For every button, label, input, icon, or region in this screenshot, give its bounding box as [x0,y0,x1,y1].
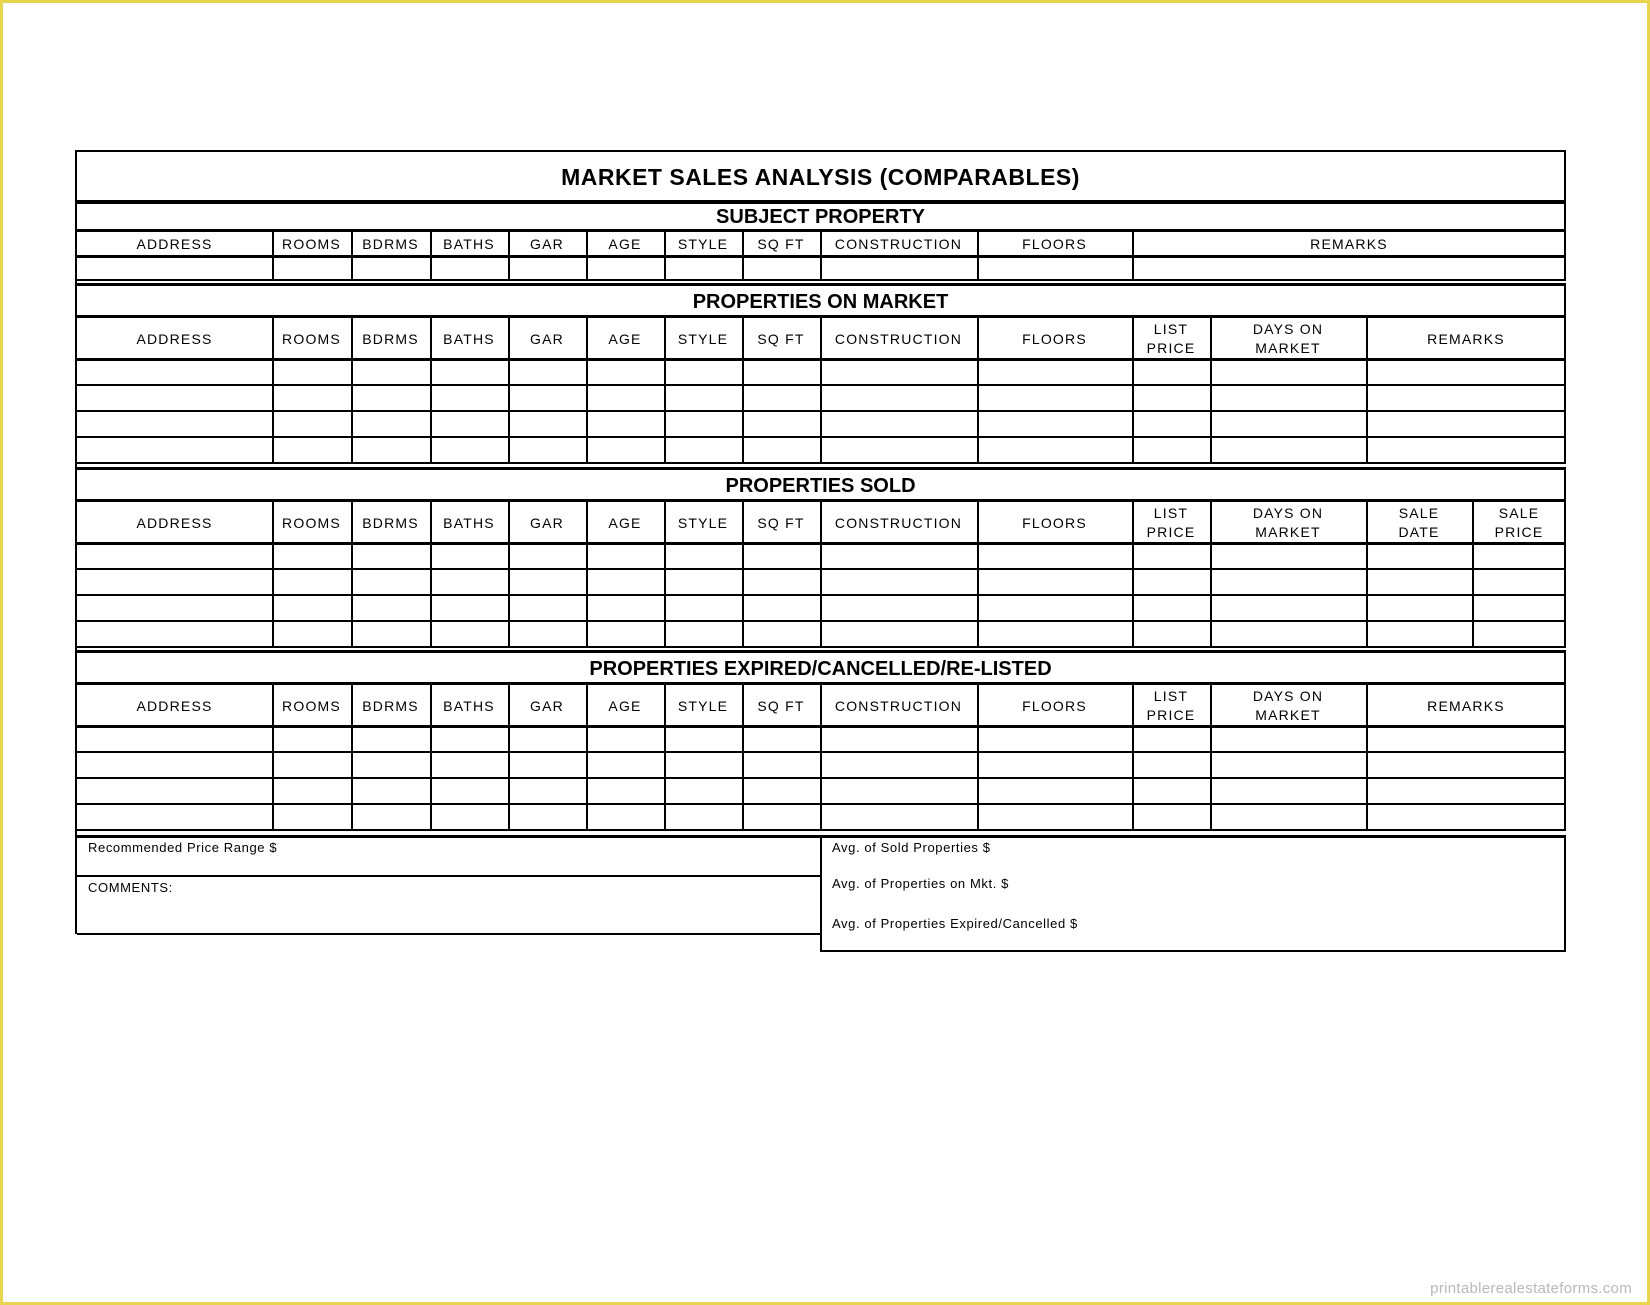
column-divider-sold [508,502,510,648]
form-title: MARKET SALES ANALYSIS (COMPARABLES) [77,152,1566,202]
form-cell-market[interactable] [1134,386,1210,410]
column-divider-expired [586,685,588,831]
col-header-market-list-price: LIST PRICE [1146,321,1196,356]
col-header-market-bdrms: BDRMS [362,330,419,347]
form-cell-expired[interactable] [666,727,742,751]
form-cell-sold[interactable] [79,596,272,620]
form-cell-subject[interactable] [274,257,351,279]
col-header-subject-gar: GAR [530,236,564,252]
form-cell-sold[interactable] [1368,570,1472,594]
column-divider-market [430,318,432,464]
form-cell-sold[interactable] [1474,544,1566,568]
form-cell-sold[interactable] [588,622,664,646]
form-cell-market[interactable] [666,412,742,436]
col-header-expired-sq-ft: SQ FT [757,697,805,714]
form-cell-sold[interactable] [822,544,977,568]
col-header-subject-baths: BATHS [443,236,495,252]
form-cell-market[interactable] [979,360,1132,384]
form-cell-sold[interactable] [510,622,586,646]
column-divider-market [508,318,510,464]
column-divider-market [820,318,822,464]
column-divider-expired [1132,685,1134,831]
column-divider-subject [820,232,822,281]
form-cell-expired[interactable] [432,753,508,777]
form-cell-expired[interactable] [666,779,742,803]
col-header-expired-address: ADDRESS [136,697,213,714]
form-cell-expired[interactable] [1134,779,1210,803]
col-header-sold-gar: GAR [530,514,564,531]
form-cell-subject[interactable] [588,257,664,279]
form-cell-sold[interactable] [353,596,430,620]
col-header-sold-sq-ft: SQ FT [757,514,805,531]
right-border-market [1564,286,1566,464]
col-header-subject-sq-ft: SQ FT [757,236,805,252]
recommended-price-range-label: Recommended Price Range $ [88,840,278,855]
column-divider-subject [664,232,666,281]
column-divider-expired [430,685,432,831]
col-header-sold-bdrms: BDRMS [362,514,419,531]
watermark: printablerealestateforms.com [1430,1280,1632,1297]
column-divider-market [272,318,274,464]
form-cell-sold[interactable] [979,596,1132,620]
form-cell-market[interactable] [1134,412,1210,436]
col-header-market-rooms: ROOMS [282,330,341,347]
col-header-market-construction: CONSTRUCTION [834,330,963,347]
col-header-expired-style: STYLE [677,697,729,714]
col-header-market-floors: FLOORS [1022,330,1087,347]
form-cell-sold[interactable] [666,596,742,620]
form-cell-sold[interactable] [79,544,272,568]
col-header-sold-construction: CONSTRUCTION [834,514,963,531]
form-cell-expired[interactable] [822,727,977,751]
form-cell-market[interactable] [1134,360,1210,384]
form-cell-sold[interactable] [1134,622,1210,646]
right-border-expired [1564,653,1566,831]
form-cell-expired[interactable] [979,753,1132,777]
column-divider-market [586,318,588,464]
form-cell-expired[interactable] [979,805,1132,829]
col-header-expired-days-on-market: DAYS ON MARKET [1252,688,1324,723]
column-divider-market [1132,318,1134,464]
col-header-expired-construction: CONSTRUCTION [834,697,963,714]
form-cell-sold[interactable] [822,570,977,594]
form-cell-market[interactable] [666,360,742,384]
form-cell-sold[interactable] [588,596,664,620]
form-cell-expired[interactable] [744,753,820,777]
form-cell-sold[interactable] [353,622,430,646]
form-cell-market[interactable] [1212,386,1366,410]
form-cell-market[interactable] [274,438,351,462]
section-top-line-subject [77,202,1566,204]
section-title-market: PROPERTIES ON MARKET [77,286,1566,318]
form-cell-sold[interactable] [666,622,742,646]
form-cell-sold[interactable] [432,622,508,646]
form-cell-market[interactable] [510,412,586,436]
form-cell-expired[interactable] [1212,727,1366,751]
column-divider-subject [351,232,353,281]
column-divider-sold [820,502,822,648]
form-cell-sold[interactable] [1134,596,1210,620]
form-cell-expired[interactable] [822,753,977,777]
column-divider-market [351,318,353,464]
form-cell-subject[interactable] [822,257,977,279]
col-header-sold-sale-price: SALE PRICE [1494,505,1544,540]
form-cell-expired[interactable] [666,753,742,777]
form-cell-expired[interactable] [588,753,664,777]
form-cell-market[interactable] [510,438,586,462]
form-cell-market[interactable] [979,412,1132,436]
col-header-subject-remarks: REMARKS [1310,236,1388,252]
form-cell-expired[interactable] [432,727,508,751]
form-cell-sold[interactable] [588,570,664,594]
form-cell-sold[interactable] [1134,544,1210,568]
form-cell-market[interactable] [588,386,664,410]
comments-field[interactable] [79,878,820,933]
form-cell-sold[interactable] [274,596,351,620]
form-cell-market[interactable] [432,360,508,384]
column-divider-market [1366,318,1368,464]
column-divider-subject [272,232,274,281]
form-cell-expired[interactable] [510,805,586,829]
form-cell-market[interactable] [822,438,977,462]
form-cell-sold[interactable] [979,622,1132,646]
form-cell-sold[interactable] [744,622,820,646]
form-cell-market[interactable] [510,360,586,384]
column-divider-market [1210,318,1212,464]
form-cell-expired[interactable] [588,805,664,829]
form-cell-market[interactable] [588,412,664,436]
form-cell-expired[interactable] [979,779,1132,803]
form-cell-expired[interactable] [274,779,351,803]
form-cell-market[interactable] [353,360,430,384]
form-cell-expired[interactable] [510,727,586,751]
form-cell-expired[interactable] [666,805,742,829]
form-cell-expired[interactable] [744,727,820,751]
form-cell-market[interactable] [432,386,508,410]
column-divider-sold [742,502,744,648]
form-cell-sold[interactable] [510,570,586,594]
form-cell-market[interactable] [1212,412,1366,436]
form-cell-expired[interactable] [744,805,820,829]
form-cell-expired[interactable] [1368,753,1566,777]
column-divider-sold [1210,502,1212,648]
form-cell-market[interactable] [1368,386,1566,410]
form-cell-market[interactable] [353,386,430,410]
form-cell-expired[interactable] [1368,779,1566,803]
form-cell-sold[interactable] [274,622,351,646]
form-cell-expired[interactable] [1368,727,1566,751]
recommended-bottom-line [77,875,822,877]
form-cell-subject[interactable] [353,257,430,279]
form-cell-sold[interactable] [432,596,508,620]
col-header-sold-age: AGE [608,514,642,531]
form-cell-expired[interactable] [588,779,664,803]
form-cell-sold[interactable] [274,570,351,594]
column-divider-subject [1132,232,1134,281]
form-cell-sold[interactable] [1474,570,1566,594]
form-cell-market[interactable] [79,438,272,462]
form-cell-expired[interactable] [1212,779,1366,803]
col-header-market-remarks: REMARKS [1427,330,1505,347]
form-cell-market[interactable] [666,386,742,410]
form-cell-market[interactable] [979,438,1132,462]
form-cell-expired[interactable] [979,727,1132,751]
comments-bottom-line [77,933,822,935]
col-header-sold-address: ADDRESS [136,514,213,531]
form-cell-market[interactable] [1368,438,1566,462]
form-cell-expired[interactable] [353,753,430,777]
col-header-subject-floors: FLOORS [1022,236,1087,252]
form-cell-sold[interactable] [1212,570,1366,594]
form-cell-market[interactable] [510,386,586,410]
column-divider-sold [351,502,353,648]
col-header-expired-baths: BATHS [443,697,495,714]
right-border-subject [1564,202,1566,281]
form-cell-expired[interactable] [510,779,586,803]
column-divider-subject [430,232,432,281]
column-divider-expired [820,685,822,831]
form-cell-sold[interactable] [79,570,272,594]
form-cell-market[interactable] [1212,438,1366,462]
form-cell-expired[interactable] [274,727,351,751]
form-cell-market[interactable] [274,360,351,384]
avg-sold-label: Avg. of Sold Properties $ [832,840,991,855]
form-cell-market[interactable] [744,438,820,462]
column-divider-expired [664,685,666,831]
form-cell-expired[interactable] [744,779,820,803]
col-header-sold-sale-date: SALE DATE [1398,505,1440,540]
col-header-sold-baths: BATHS [443,514,495,531]
col-header-market-age: AGE [608,330,642,347]
col-header-market-address: ADDRESS [136,330,213,347]
col-header-subject-style: STYLE [677,236,729,252]
form-cell-sold[interactable] [1368,596,1472,620]
form-cell-sold[interactable] [979,544,1132,568]
form-cell-sold[interactable] [588,544,664,568]
form-cell-expired[interactable] [1134,727,1210,751]
col-header-subject-construction: CONSTRUCTION [834,236,963,252]
column-divider-sold [272,502,274,648]
col-header-expired-gar: GAR [530,697,564,714]
col-header-market-sq-ft: SQ FT [757,330,805,347]
form-cell-market[interactable] [353,438,430,462]
form-cell-sold[interactable] [744,596,820,620]
form-cell-sold[interactable] [510,596,586,620]
market-sales-analysis-form [75,150,1566,934]
form-cell-market[interactable] [432,438,508,462]
column-divider-expired [742,685,744,831]
col-header-market-days-on-market: DAYS ON MARKET [1252,321,1324,356]
form-cell-market[interactable] [1134,438,1210,462]
section-title-sold: PROPERTIES SOLD [77,470,1566,502]
form-cell-expired[interactable] [822,805,977,829]
col-header-market-gar: GAR [530,330,564,347]
form-cell-subject[interactable] [1134,257,1566,279]
form-cell-sold[interactable] [744,570,820,594]
col-header-market-baths: BATHS [443,330,495,347]
col-header-subject-age: AGE [608,236,642,252]
form-cell-sold[interactable] [666,544,742,568]
col-header-expired-list-price: LIST PRICE [1146,688,1196,723]
form-cell-sold[interactable] [1212,596,1366,620]
form-cell-expired[interactable] [510,753,586,777]
column-divider-expired [351,685,353,831]
form-cell-sold[interactable] [1368,544,1472,568]
column-divider-sold [430,502,432,648]
form-cell-expired[interactable] [1212,753,1366,777]
form-cell-market[interactable] [274,386,351,410]
form-cell-subject[interactable] [979,257,1132,279]
column-divider-sold [1366,502,1368,648]
form-cell-market[interactable] [744,412,820,436]
col-header-expired-age: AGE [608,697,642,714]
form-cell-sold[interactable] [1474,596,1566,620]
col-header-market-style: STYLE [677,330,729,347]
column-divider-market [664,318,666,464]
form-cell-expired[interactable] [79,727,272,751]
form-cell-sold[interactable] [1368,622,1472,646]
column-divider-sold [1472,502,1474,648]
column-divider-subject [977,232,979,281]
averages-bottom-line [820,950,1566,952]
form-cell-market[interactable] [822,386,977,410]
form-cell-market[interactable] [588,360,664,384]
form-cell-sold[interactable] [666,570,742,594]
form-cell-market[interactable] [79,412,272,436]
form-cell-market[interactable] [588,438,664,462]
column-divider-expired [977,685,979,831]
column-divider-market [977,318,979,464]
form-cell-expired[interactable] [588,727,664,751]
comments-label: COMMENTS: [88,880,173,895]
form-cell-expired[interactable] [274,753,351,777]
form-cell-sold[interactable] [1474,622,1566,646]
form-cell-expired[interactable] [1212,805,1366,829]
column-divider-sold [664,502,666,648]
section-top-line-market [77,283,1566,286]
column-divider-sold [1132,502,1134,648]
column-divider-expired [1366,685,1368,831]
column-divider-subject [508,232,510,281]
form-cell-sold[interactable] [432,570,508,594]
col-header-expired-bdrms: BDRMS [362,697,419,714]
form-cell-market[interactable] [822,412,977,436]
section-title-expired: PROPERTIES EXPIRED/CANCELLED/RE-LISTED [77,653,1566,685]
col-header-subject-rooms: ROOMS [282,236,341,252]
col-header-subject-bdrms: BDRMS [362,236,419,252]
form-cell-subject[interactable] [510,257,586,279]
form-cell-sold[interactable] [353,544,430,568]
form-cell-sold[interactable] [432,544,508,568]
form-cell-subject[interactable] [744,257,820,279]
col-header-sold-rooms: ROOMS [282,514,341,531]
form-cell-sold[interactable] [353,570,430,594]
form-cell-expired[interactable] [353,727,430,751]
form-cell-sold[interactable] [822,622,977,646]
form-cell-expired[interactable] [353,805,430,829]
form-cell-expired[interactable] [79,779,272,803]
section-top-line-expired [77,650,1566,653]
footer-right-border [1564,835,1566,952]
section-top-line-sold [77,467,1566,470]
form-cell-sold[interactable] [274,544,351,568]
form-cell-sold[interactable] [1212,544,1366,568]
form-cell-sold[interactable] [510,544,586,568]
form-cell-sold[interactable] [744,544,820,568]
form-cell-expired[interactable] [432,779,508,803]
form-cell-expired[interactable] [1368,805,1566,829]
form-cell-sold[interactable] [979,570,1132,594]
avg-market-label: Avg. of Properties on Mkt. $ [832,876,1009,891]
column-divider-subject [742,232,744,281]
column-divider-sold [586,502,588,648]
form-cell-expired[interactable] [1134,753,1210,777]
column-divider-sold [977,502,979,648]
col-header-sold-list-price: LIST PRICE [1146,505,1196,540]
form-cell-subject[interactable] [432,257,508,279]
form-cell-market[interactable] [822,360,977,384]
form-cell-market[interactable] [1368,412,1566,436]
form-cell-sold[interactable] [79,622,272,646]
form-cell-market[interactable] [744,386,820,410]
form-cell-market[interactable] [979,386,1132,410]
col-header-subject-address: ADDRESS [136,236,213,252]
col-header-expired-rooms: ROOMS [282,697,341,714]
form-cell-expired[interactable] [274,805,351,829]
avg-expired-label: Avg. of Properties Expired/Cancelled $ [832,916,1078,931]
form-cell-market[interactable] [666,438,742,462]
form-cell-subject[interactable] [79,257,272,279]
form-cell-sold[interactable] [1212,622,1366,646]
form-cell-market[interactable] [79,360,272,384]
col-header-sold-floors: FLOORS [1022,514,1087,531]
form-cell-expired[interactable] [353,779,430,803]
form-cell-market[interactable] [79,386,272,410]
column-divider-expired [508,685,510,831]
right-border-sold [1564,470,1566,648]
form-cell-market[interactable] [1212,360,1366,384]
form-cell-market[interactable] [432,412,508,436]
form-cell-market[interactable] [274,412,351,436]
form-cell-expired[interactable] [432,805,508,829]
col-header-expired-remarks: REMARKS [1427,697,1505,714]
form-cell-expired[interactable] [1134,805,1210,829]
form-cell-market[interactable] [744,360,820,384]
column-divider-expired [1210,685,1212,831]
form-cell-expired[interactable] [79,805,272,829]
col-header-expired-floors: FLOORS [1022,697,1087,714]
column-divider-subject [586,232,588,281]
column-divider-expired [272,685,274,831]
form-cell-sold[interactable] [822,596,977,620]
col-header-sold-days-on-market: DAYS ON MARKET [1252,505,1324,540]
form-cell-expired[interactable] [822,779,977,803]
form-cell-expired[interactable] [79,753,272,777]
form-cell-market[interactable] [1368,360,1566,384]
form-cell-sold[interactable] [1134,570,1210,594]
form-cell-market[interactable] [353,412,430,436]
col-header-sold-style: STYLE [677,514,729,531]
section-title-subject: SUBJECT PROPERTY [77,202,1566,232]
column-divider-market [742,318,744,464]
form-cell-subject[interactable] [666,257,742,279]
